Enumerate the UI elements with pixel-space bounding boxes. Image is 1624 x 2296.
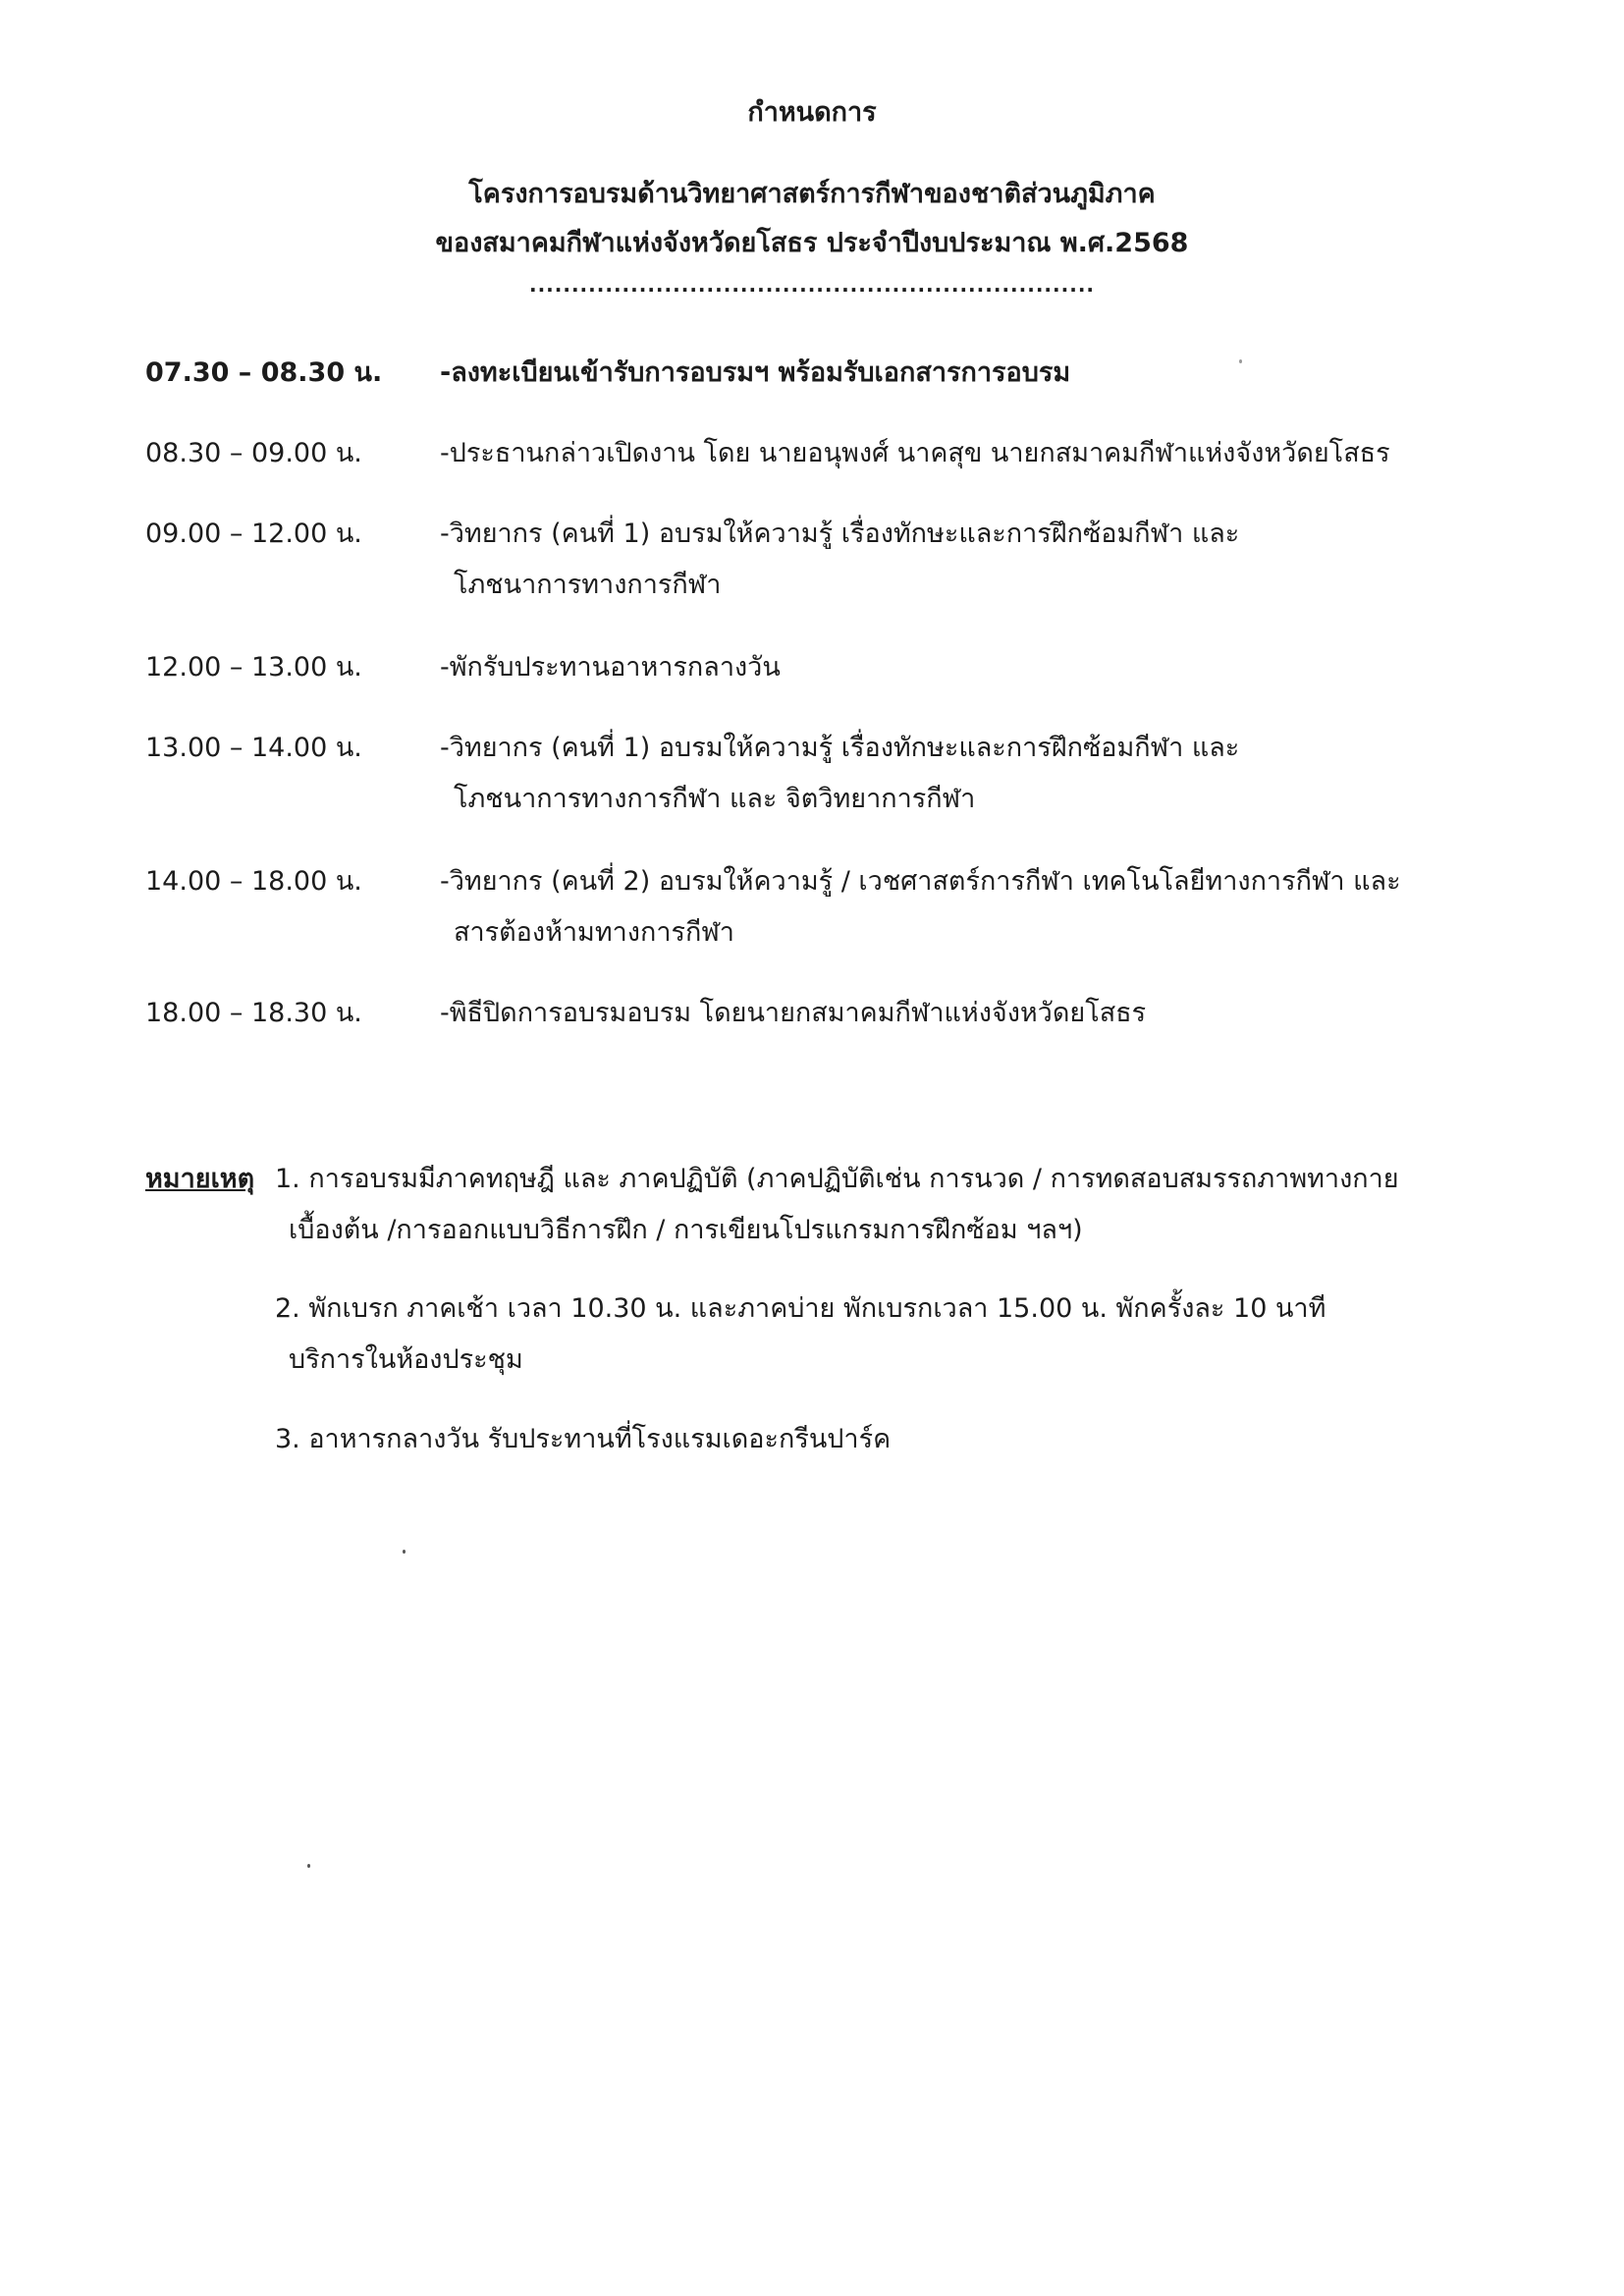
- schedule-time: 12.00 – 13.00 น.: [145, 652, 362, 683]
- document-title: กำหนดการ: [747, 97, 877, 128]
- schedule-description-line: -ประธานกล่าวเปิดงาน โดย นายอนุพงศ์ นาคสุข นายกสมาคมกีฬาแห่งจังหวัดยโสธร: [440, 438, 1390, 468]
- schedule-description-line: -ลงทะเบียนเข้ารับการอบรมฯ พร้อมรับเอกสารการอบรม: [440, 357, 1071, 388]
- dotted-separator: ...................................................................: [528, 273, 1096, 297]
- schedule-description: [440, 428, 1500, 479]
- schedule-description-continuation: โภชนาการทางการกีฬา: [454, 570, 722, 600]
- note-item: [275, 1414, 1551, 1465]
- note-continuation: เบื้องต้น /การออกแบบวิธีการฝึก / การเขียนโปรแกรมการฝึกซ้อม ฯลฯ): [289, 1215, 1083, 1245]
- schedule-time: 18.00 – 18.30 น.: [145, 998, 362, 1028]
- project-name: โครงการอบรมด้านวิทยาศาสตร์การกีฬาของชาติส่วนภูมิภาค: [468, 179, 1156, 209]
- schedule-description: [440, 509, 1500, 611]
- schedule-time: 14.00 – 18.00 น.: [145, 866, 362, 897]
- scan-speck: [403, 1550, 406, 1554]
- note-line: 2. พักเบรก ภาคเช้า เวลา 10.30 น. และภาคบ่าย พักเบรกเวลา 15.00 น. พักครั้งละ 10 นาที: [275, 1293, 1326, 1324]
- schedule-description-line: -วิทยากร (คนที่ 1) อบรมให้ความรู้ เรื่องทักษะและการฝึกซ้อมกีฬา และ: [440, 733, 1240, 763]
- schedule-description-continuation: สารต้องห้ามทางการกีฬา: [454, 917, 734, 948]
- schedule-description: [440, 856, 1500, 958]
- schedule-time: 07.30 – 08.30 น.: [145, 357, 383, 388]
- schedule-description-continuation: โภชนาการทางการกีฬา และ จิตวิทยาการกีฬา: [454, 784, 976, 814]
- note-item: [275, 1284, 1551, 1386]
- schedule-description-line: -วิทยากร (คนที่ 2) อบรมให้ความรู้ / เวชศาสตร์การกีฬา เทคโนโลยีทางการกีฬา และ: [440, 866, 1401, 897]
- schedule-description-line: -พักรับประทานอาหารกลางวัน: [440, 652, 781, 683]
- note-item: [275, 1154, 1502, 1256]
- schedule-description: [440, 988, 1500, 1039]
- scan-speck: [1239, 359, 1242, 363]
- schedule-description: [440, 642, 1500, 693]
- schedule-description: [440, 723, 1500, 825]
- note-line: 1. การอบรมมีภาคทฤษฎี และ ภาคปฏิบัติ (ภาคปฏิบัติเช่น การนวด / การทดสอบสมรรถภาพทางกาย: [275, 1164, 1399, 1194]
- schedule-time: 13.00 – 14.00 น.: [145, 733, 362, 763]
- schedule-time: 09.00 – 12.00 น.: [145, 519, 362, 549]
- project-organizer: ของสมาคมกีฬาแห่งจังหวัดยโสธร ประจำปีงบประมาณ พ.ศ.2568: [435, 228, 1189, 258]
- note-continuation: บริการในห้องประชุม: [289, 1344, 523, 1375]
- notes-label: หมายเหตุ: [145, 1164, 255, 1194]
- scan-speck: [307, 1864, 310, 1868]
- schedule-description-line: -วิทยากร (คนที่ 1) อบรมให้ความรู้ เรื่องทักษะและการฝึกซ้อมกีฬา และ: [440, 519, 1240, 549]
- schedule-description-line: -พิธีปิดการอบรมอบรม โดยนายกสมาคมกีฬาแห่งจังหวัดยโสธร: [440, 998, 1147, 1028]
- schedule-description: [440, 348, 1500, 399]
- note-line: 3. อาหารกลางวัน รับประทานที่โรงแรมเดอะกรีนปาร์ค: [275, 1424, 892, 1454]
- schedule-time: 08.30 – 09.00 น.: [145, 438, 362, 468]
